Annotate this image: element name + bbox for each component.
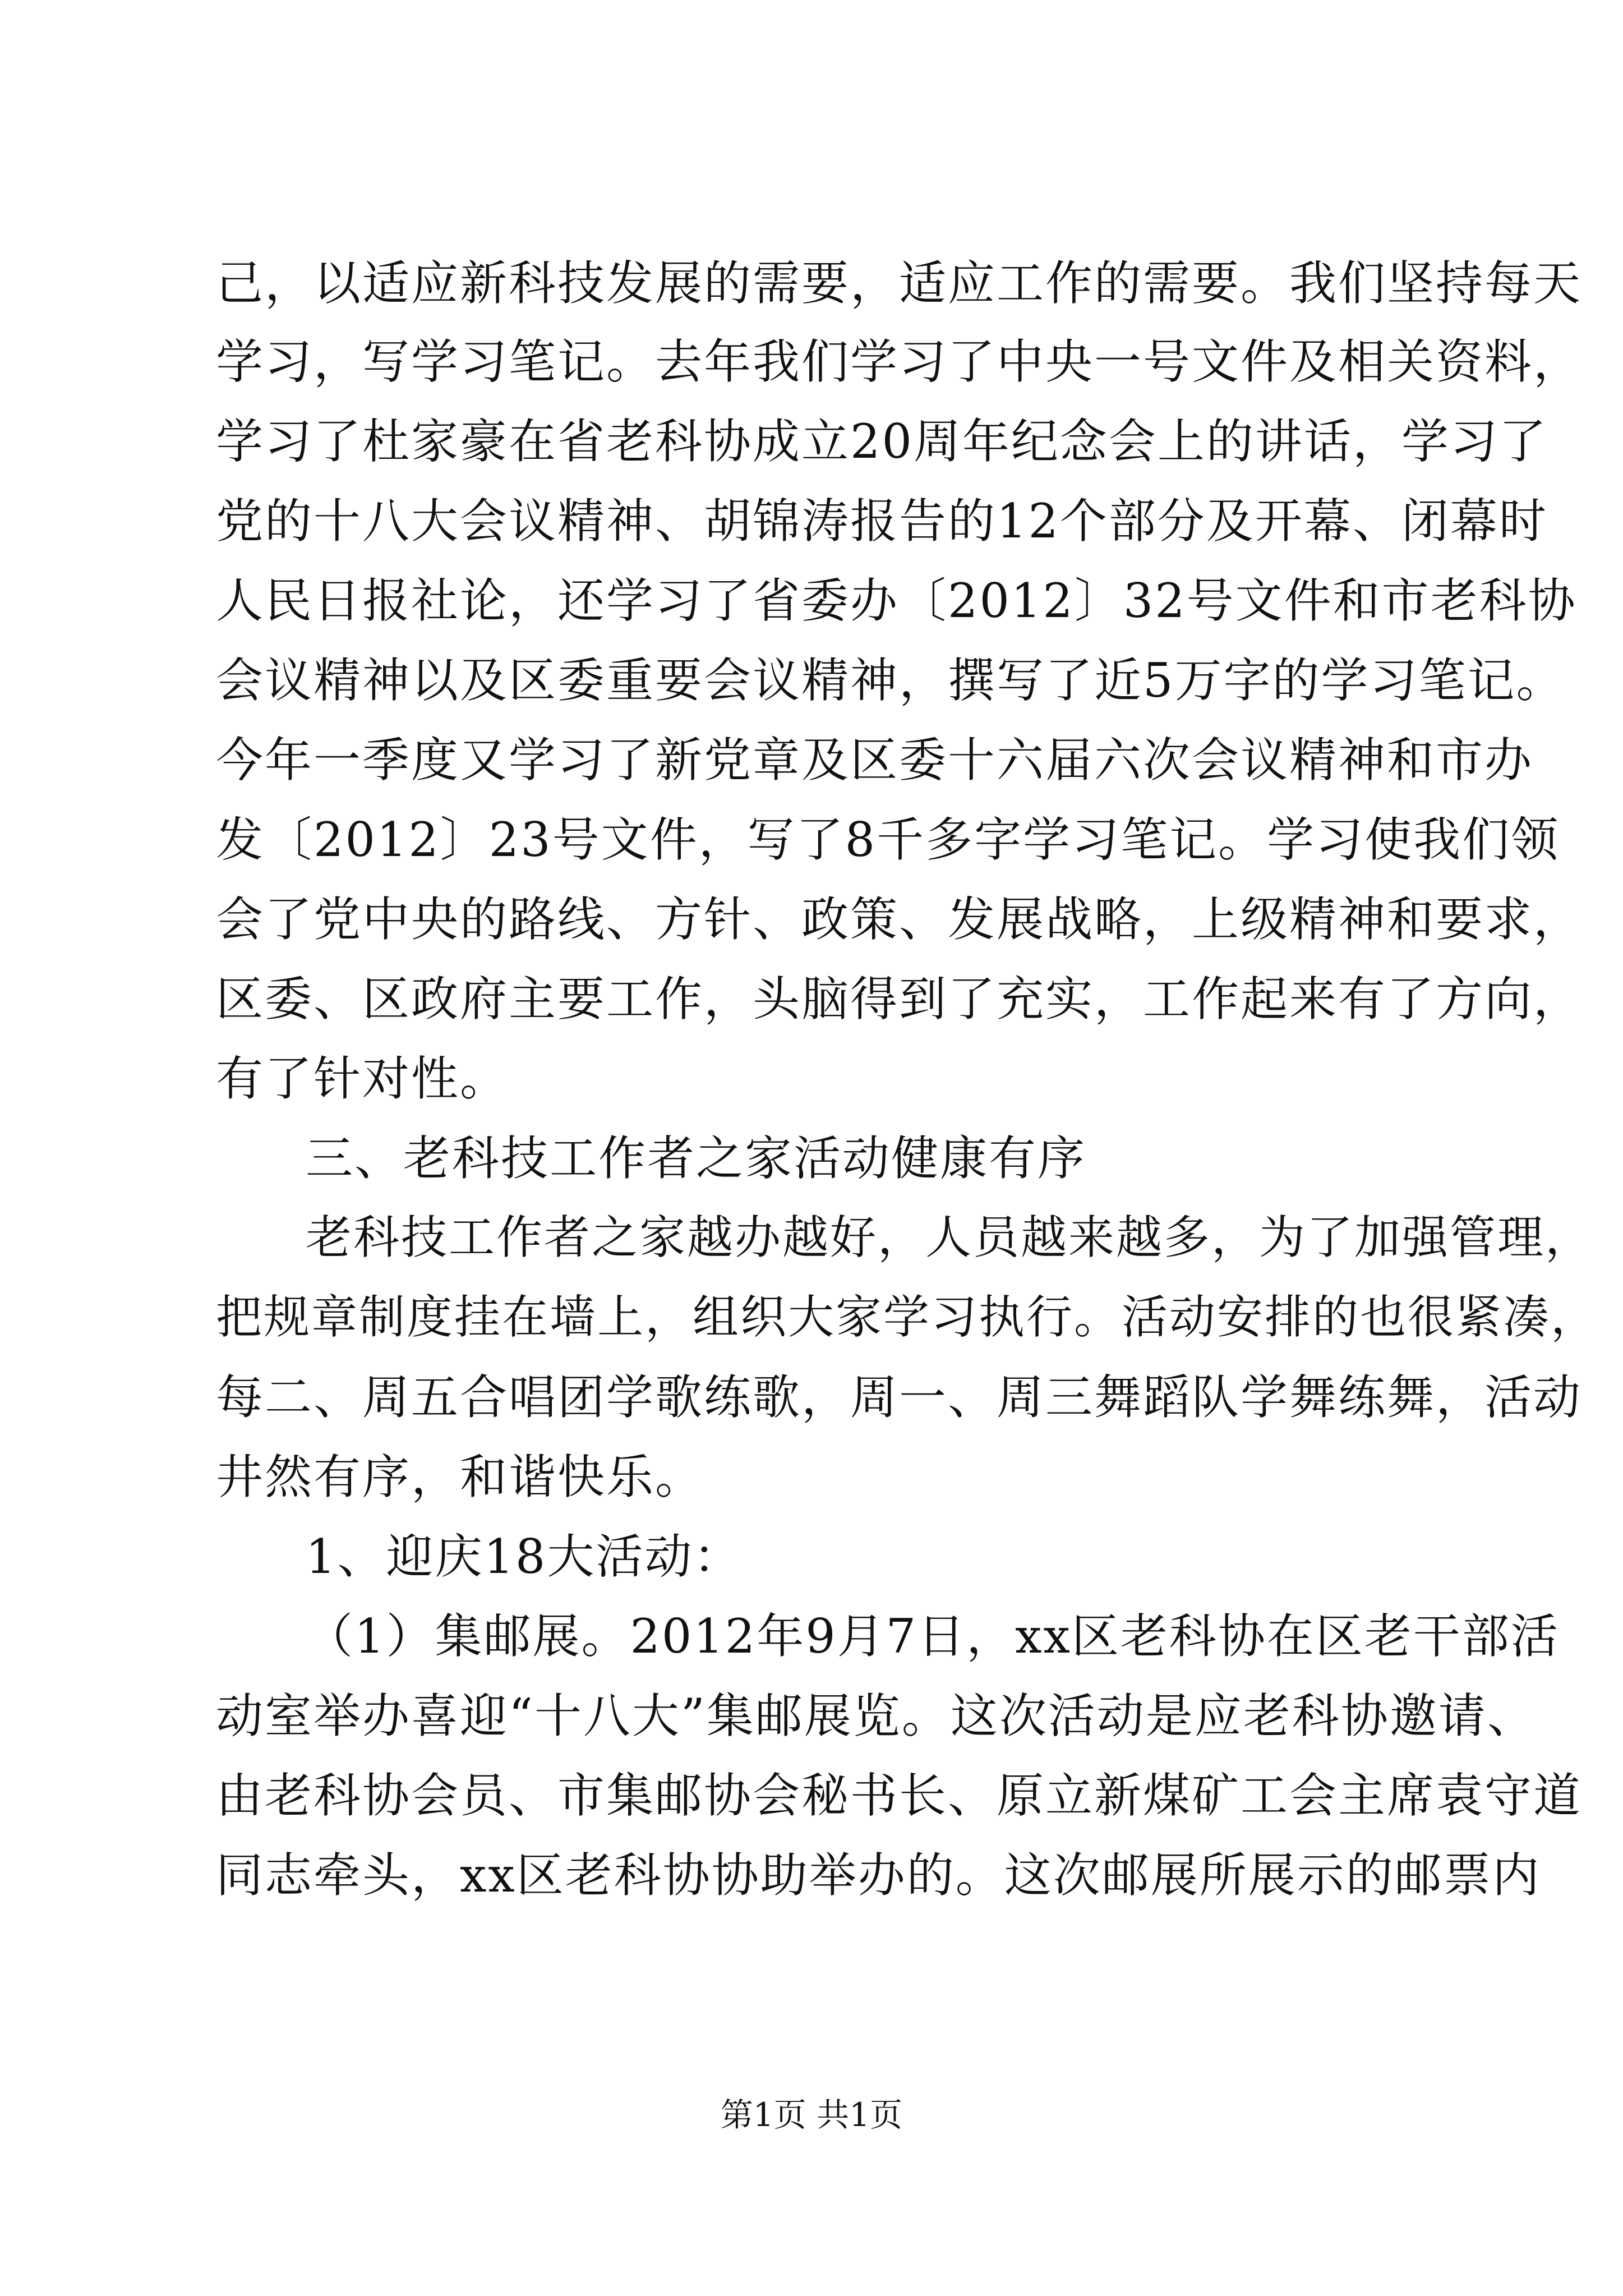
text-line: 党的十八大会议精神、胡锦涛报告的12个部分及开幕、闭幕时 [216, 494, 1548, 549]
text-line: 动室举办喜迎“十八大”集邮展览。这次活动是应老科协邀请、 [216, 1688, 1536, 1743]
text-line: 会议精神以及区委重要会议精神，撰写了近5万字的学习笔记。 [216, 653, 1565, 708]
text-line: 学习，写学习笔记。去年我们学习了中央一号文件及相关资料， [216, 334, 1583, 389]
text-line: 区委、区政府主要工作，头脑得到了充实，工作起来有了方向， [216, 972, 1583, 1027]
text-line: 由老科协会员、市集邮协会秘书长、原立新煤矿工会主席袁守道 [216, 1768, 1583, 1823]
text-line: 学习了杜家豪在省老科协成立20周年纪念会上的讲话，学习了 [216, 414, 1548, 469]
text-line: 发〔2012〕23号文件，写了8千多字学习笔记。学习使我们领 [216, 812, 1560, 867]
text-line: 井然有序，和谐快乐。 [216, 1450, 704, 1504]
text-line: 会了党中央的路线、方针、政策、发展战略，上级精神和要求， [216, 892, 1583, 947]
text-line: 每二、周五合唱团学歌练歌，周一、周三舞蹈队学舞练舞，活动 [216, 1370, 1583, 1425]
text-line: （1）集邮展。2012年9月7日，xx区老科协在区老干部活 [306, 1609, 1560, 1664]
text-line: 同志牵头，xx区老科协协助举办的。这次邮展所展示的邮票内 [216, 1848, 1541, 1903]
list-heading: 1、迎庆18大活动： [306, 1529, 743, 1584]
text-line: 人民日报社论，还学习了省委办〔2012〕32号文件和市老科协 [216, 573, 1577, 628]
text-line: 老科技工作者之家越办越好，人员越来越多，为了加强管理， [306, 1211, 1593, 1264]
text-line: 己，以适应新科技发展的需要，适应工作的需要。我们坚持每天 [216, 256, 1583, 311]
text-line: 把规章制度挂在墙上，组织大家学习执行。活动安排的也很紧凑， [216, 1291, 1599, 1344]
section-heading: 三、老科技工作者之家活动健康有序 [306, 1131, 1087, 1186]
text-line: 有了针对性。 [216, 1051, 509, 1106]
page-number-footer: 第1页 共1页 [720, 2096, 903, 2134]
text-line: 今年一季度又学习了新党章及区委十六届六次会议精神和市办 [216, 733, 1534, 788]
